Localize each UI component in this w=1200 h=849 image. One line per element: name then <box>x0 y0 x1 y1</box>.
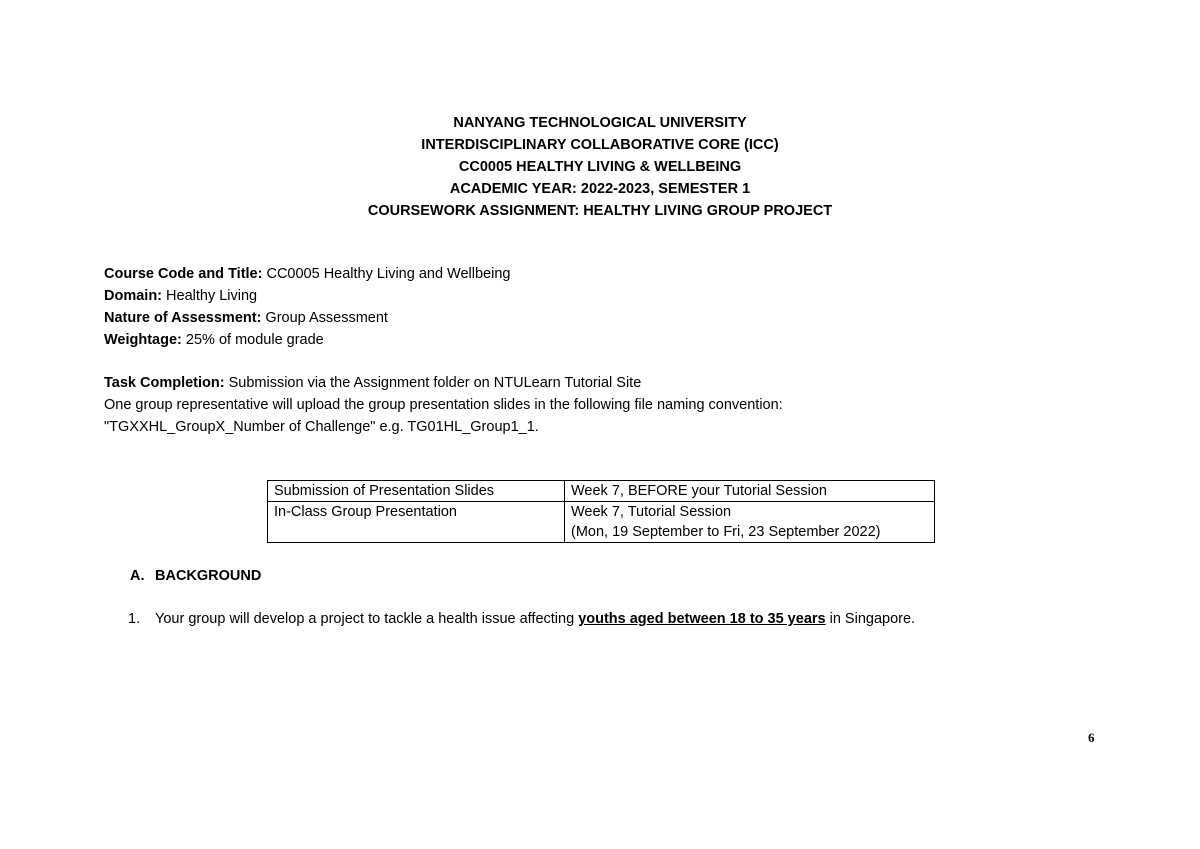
list-number: 1. <box>128 611 141 627</box>
schedule-dates: (Mon, 19 September to Fri, 23 September 2022) <box>571 524 881 540</box>
table-row <box>268 481 935 502</box>
weightage-label: Weightage: <box>104 332 182 348</box>
page-number: 6 <box>1088 730 1095 745</box>
task-instruction: One group representative will upload the group presentation slides in the following file naming convention: <box>104 397 783 413</box>
university-name: NANYANG TECHNOLOGICAL UNIVERSITY <box>453 115 747 131</box>
course-code-label: Course Code and Title: <box>104 266 263 282</box>
section-background-heading <box>130 566 261 586</box>
course-title: CC0005 HEALTHY LIVING & WELLBEING <box>458 159 742 175</box>
course-info <box>104 263 510 351</box>
nature-label: Nature of Assessment: <box>104 310 262 326</box>
domain-label: Domain: <box>104 288 162 304</box>
schedule-item: In-Class Group Presentation <box>268 502 565 543</box>
schedule-table <box>267 480 935 543</box>
assignment-title: COURSEWORK ASSIGNMENT: HEALTHY LIVING GROUP PROJECT <box>367 203 833 219</box>
list-emphasis: youths aged between 18 to 35 years <box>578 611 826 627</box>
domain-value: Healthy Living <box>162 288 258 304</box>
document-header <box>0 112 1200 222</box>
section-number: A. <box>130 568 145 584</box>
list-text-after: in Singapore. <box>825 611 916 627</box>
task-row <box>104 372 783 394</box>
course-code-row <box>104 263 510 285</box>
academic-year: ACADEMIC YEAR: 2022-2023, SEMESTER 1 <box>449 181 751 197</box>
schedule-item: Submission of Presentation Slides <box>268 481 565 502</box>
task-completion <box>104 372 783 438</box>
schedule-when: Week 7, BEFORE your Tutorial Session <box>565 481 935 502</box>
weightage-value: 25% of module grade <box>181 332 324 348</box>
task-label: Task Completion: <box>104 375 225 391</box>
section-title: BACKGROUND <box>155 568 262 584</box>
task-value: Submission via the Assignment folder on NTULearn Tutorial Site <box>224 375 642 391</box>
weightage-row <box>104 329 510 351</box>
nature-value: Group Assessment <box>261 310 388 326</box>
course-code-value: CC0005 Healthy Living and Wellbeing <box>262 266 511 282</box>
domain-row <box>104 285 510 307</box>
schedule-when: Week 7, Tutorial Session <box>571 504 732 520</box>
table-row <box>268 502 935 543</box>
schedule-when-cell <box>565 502 935 543</box>
list-item <box>128 609 915 629</box>
naming-convention: "TGXXHL_GroupX_Number of Challenge" e.g. TG01HL_Group1_1. <box>104 419 539 435</box>
nature-row <box>104 307 510 329</box>
college-name: INTERDISCIPLINARY COLLABORATIVE CORE (ICC) <box>421 137 779 153</box>
list-text-before: Your group will develop a project to tackle a health issue affecting <box>155 611 579 627</box>
